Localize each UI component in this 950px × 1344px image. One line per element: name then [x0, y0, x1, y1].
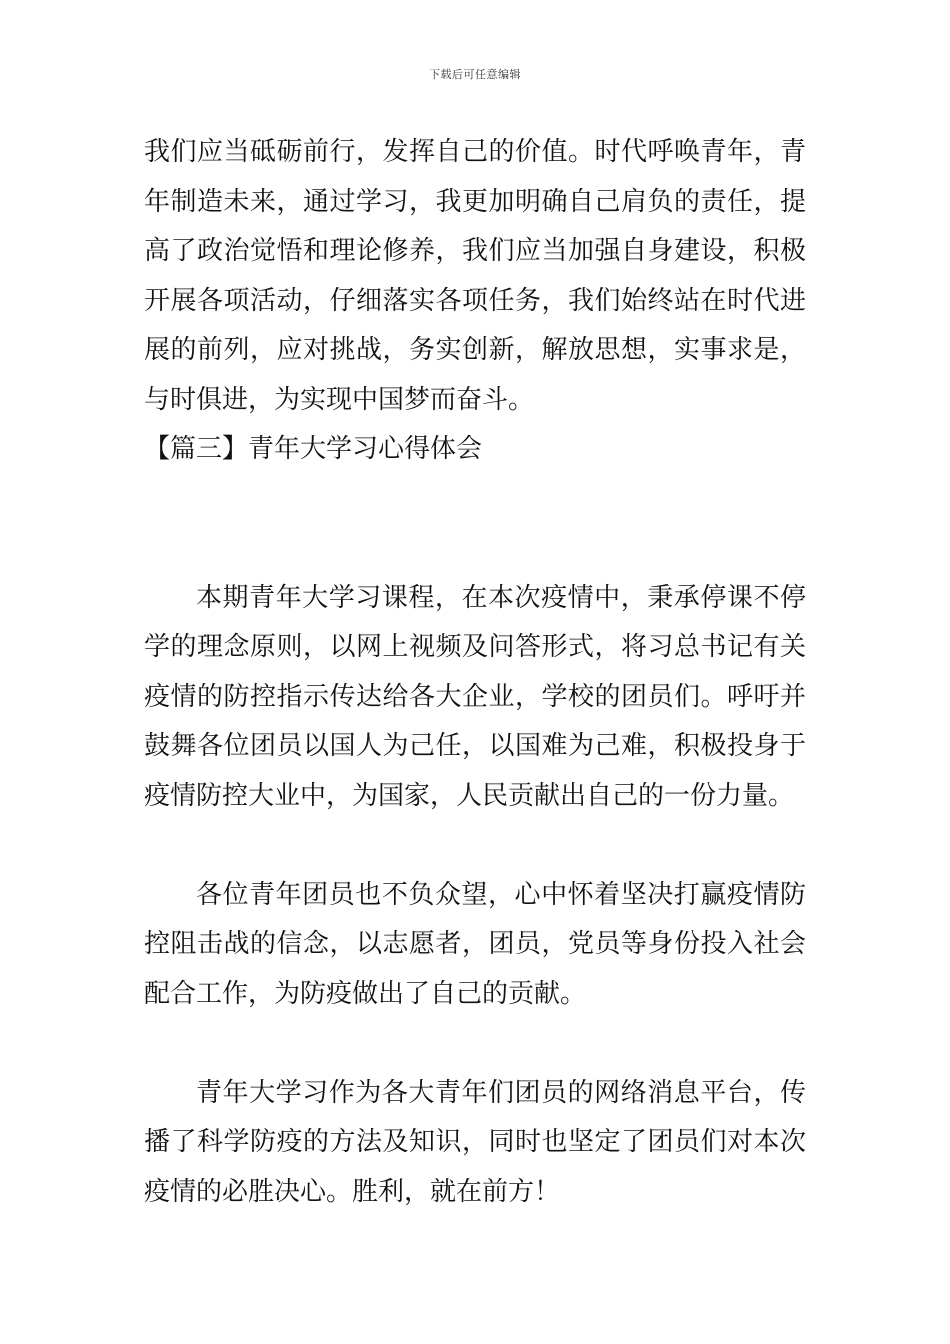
page-header-note: 下载后可任意编辑 — [429, 68, 521, 81]
paragraph-2: 本期青年大学习课程，在本次疫情中，秉承停课不停学的理念原则，以网上视频及问答形式，将习总书记有关疫情的防控指示传达给各大企业，学校的团员们。呼吁并鼓舞各位团员以国人为己任，以国难为己难，积极投身于疫情防控大业中，为国家，人民贡献出自己的一份力量。 — [144, 582, 806, 811]
document-body — [144, 128, 806, 1217]
paragraph-1: 我们应当砥砺前行，发挥自己的价值。时代呼唤青年，青年制造未来，通过学习，我更加明确自己肩负的责任，提高了政治觉悟和理论修养，我们应当加强自身建设，积极开展各项活动，仔细落实各项任务，我们始终站在时代进展的前列，应对挑战，务实创新，解放思想，实事求是，与时俱进，为实现中国梦而奋斗。 — [144, 137, 806, 415]
spacer — [144, 1019, 806, 1069]
paragraph-3: 各位青年团员也不负众望，心中怀着坚决打赢疫情防控阻击战的信念，以志愿者，团员，党员等身份投入社会配合工作，为防疫做出了自己的贡献。 — [144, 879, 806, 1009]
spacer — [144, 475, 806, 574]
paragraph-4: 青年大学习作为各大青年们团员的网络消息平台，传播了科学防疫的方法及知识，同时也坚定了团员们对本次疫情的必胜决心。胜利，就在前方！ — [144, 1077, 806, 1207]
section-heading: 【篇三】青年大学习心得体会 — [144, 434, 483, 464]
spacer — [144, 821, 806, 871]
